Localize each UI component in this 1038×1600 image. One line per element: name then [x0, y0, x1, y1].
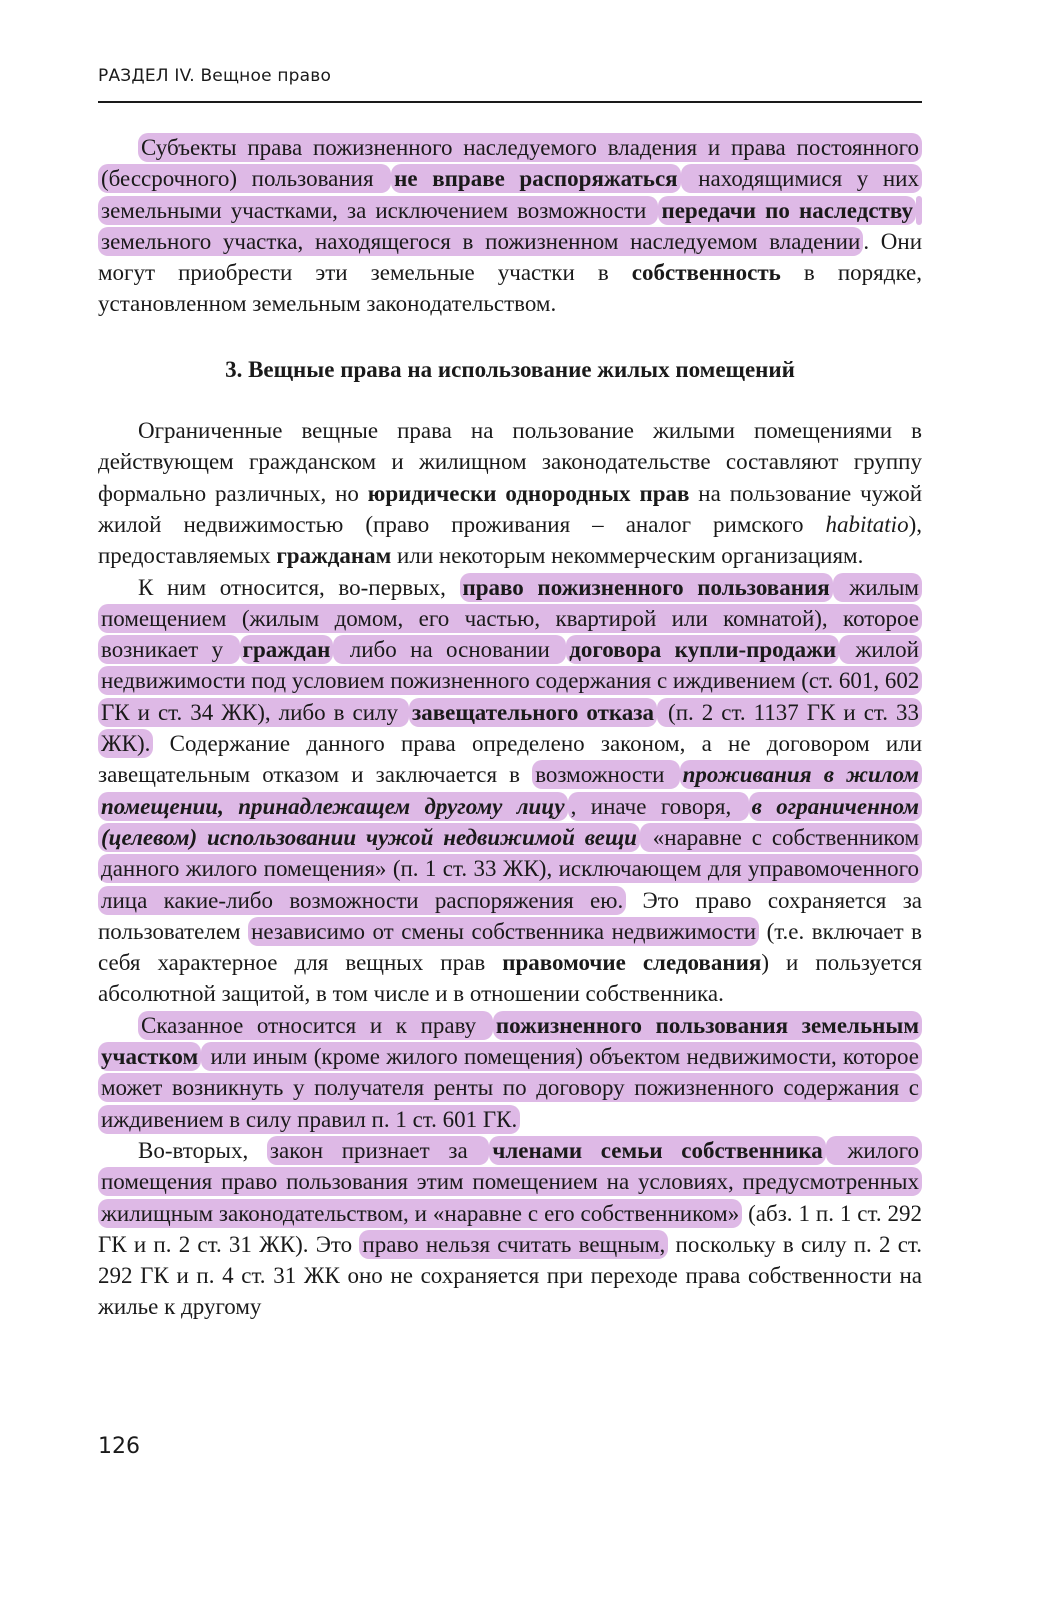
highlighted-text: жилой недвижимости под условием пожизненного содержания с иждивением (ст. 601, 602 ГК и ст. 34 ЖК), либо в силу: [98, 635, 922, 727]
highlighted-text: находящимися у них земельными участками, за исключением возможности: [98, 164, 922, 224]
highlighted-text: передачи по наследству: [658, 196, 916, 225]
highlighted-text: не вправе распоряжаться: [391, 164, 680, 193]
highlighted-text: право пожизненного пользования: [460, 573, 833, 602]
highlighted-text: либо на основании: [333, 635, 566, 664]
text-run: поскольку в силу п. 2 ст. 292 ГК и п. 4 ст. 31 ЖК оно не сохраняется при переходе права собственности на жилье к другому: [98, 1231, 922, 1320]
running-head: РАЗДЕЛ IV. Вещное право: [98, 66, 332, 86]
text-run: Это право сохраняется за пользователем: [98, 887, 922, 944]
highlighted-text: проживания в жилом помещении, принадлежащем другому лицу: [98, 760, 922, 820]
highlighted-text: граждан: [240, 635, 334, 664]
text-run: в порядке, установленном земельным законодательством.: [98, 260, 922, 317]
text-run: гражданам: [276, 543, 392, 569]
text-run: (т.е. включает в себя характерное для вещных прав: [98, 918, 923, 976]
text-run: К ним относится, во-первых,: [138, 574, 460, 600]
highlighted-text: закон признает за: [267, 1136, 489, 1165]
highlighted-text: договора купли-продажи: [566, 635, 839, 664]
text-run: Во-вторых,: [138, 1137, 267, 1163]
highlighted-text: жилым помещением (жилым домом, его частью, квартирой или комнатой), которое возникает у: [98, 573, 922, 665]
text-run: собственность: [631, 260, 781, 286]
text-run: Ограниченные вещные права на пользование жилыми помещениями в действующем гражданском и жилищном законодательстве составляют группу формально различных, но: [98, 418, 922, 506]
text-run: ) и пользуется абсолютной защитой, в том числе и в отношении собственника.: [98, 950, 922, 1007]
highlighted-text: , иначе говоря,: [568, 792, 749, 821]
text-run: на пользование чужой жилой недвижимостью (право проживания – аналог римского: [98, 480, 922, 537]
paragraph-1: [98, 132, 922, 320]
highlighted-text: земельного участка, находящегося в пожизненном наследуемом владении: [98, 196, 922, 256]
highlighted-text: возможности: [532, 760, 679, 789]
text-run: Содержание данного права определено законом, а не договором или завещательным отказом и заключается в: [98, 731, 922, 788]
text-run: юридически однородных прав: [367, 480, 690, 506]
text-run: ), предоставляемых: [98, 511, 922, 569]
highlighted-text: (п. 2 ст. 1137 ГК и ст. 33 ЖК).: [98, 698, 922, 758]
page-number: 126: [98, 1434, 140, 1459]
highlighted-text: независимо от смены собственника недвижимости: [248, 917, 759, 946]
section-heading: 3. Вещные права на использование жилых помещений: [225, 356, 795, 382]
text-run: или некоторым некоммерческим организациям.: [391, 543, 864, 569]
text-run: . Они могут приобрести эти земельные участки в: [98, 228, 923, 286]
highlighted-text: или иным (кроме жилого помещения) объектом недвижимости, которое может возникнуть у получателя ренты по договору пожизненного содержания с иждивением в силу правил п. 1 ст. 601 ГК.: [98, 1042, 922, 1134]
text-run: (абз. 1 п. 1 ст. 292 ГК и п. 2 ст. 31 ЖК). Это: [98, 1200, 923, 1257]
highlighted-text: Сказанное относится и к праву: [138, 1011, 493, 1040]
highlighted-text: в ограниченном (целевом) использовании чужой недвижимой вещи: [98, 792, 922, 852]
highlighted-text: завещательного отказа: [409, 698, 657, 727]
highlighted-text: пожизненного пользования земельным участком: [98, 1011, 922, 1071]
highlighted-text: жилого помещения право пользования этим помещением на условиях, предусмотренных жилищным законодательством, и «наравне с его собственником»: [98, 1136, 922, 1228]
text-run: habitatio: [825, 511, 909, 537]
paragraph-2: [98, 415, 922, 571]
book-page: [98, 0, 922, 1600]
highlighted-text: Субъекты права пожизненного наследуемого владения и права постоянного (бессрочного) пользования: [98, 133, 922, 193]
page-body: [98, 132, 922, 1323]
highlighted-text: «наравне с собственником данного жилого помещения» (п. 1 ст. 33 ЖК), исключающем для управомоченного лица какие-либо возможности распоряжения ею.: [98, 823, 922, 915]
paragraph-3: [98, 572, 922, 1010]
highlighted-text: право нельзя считать вещным,: [359, 1230, 668, 1259]
highlighted-text: членами семьи собственника: [489, 1136, 825, 1165]
header-rule: [98, 101, 922, 103]
text-run: правомочие следования: [502, 950, 762, 976]
paragraph-4: [98, 1010, 922, 1135]
paragraph-5: [98, 1135, 922, 1323]
